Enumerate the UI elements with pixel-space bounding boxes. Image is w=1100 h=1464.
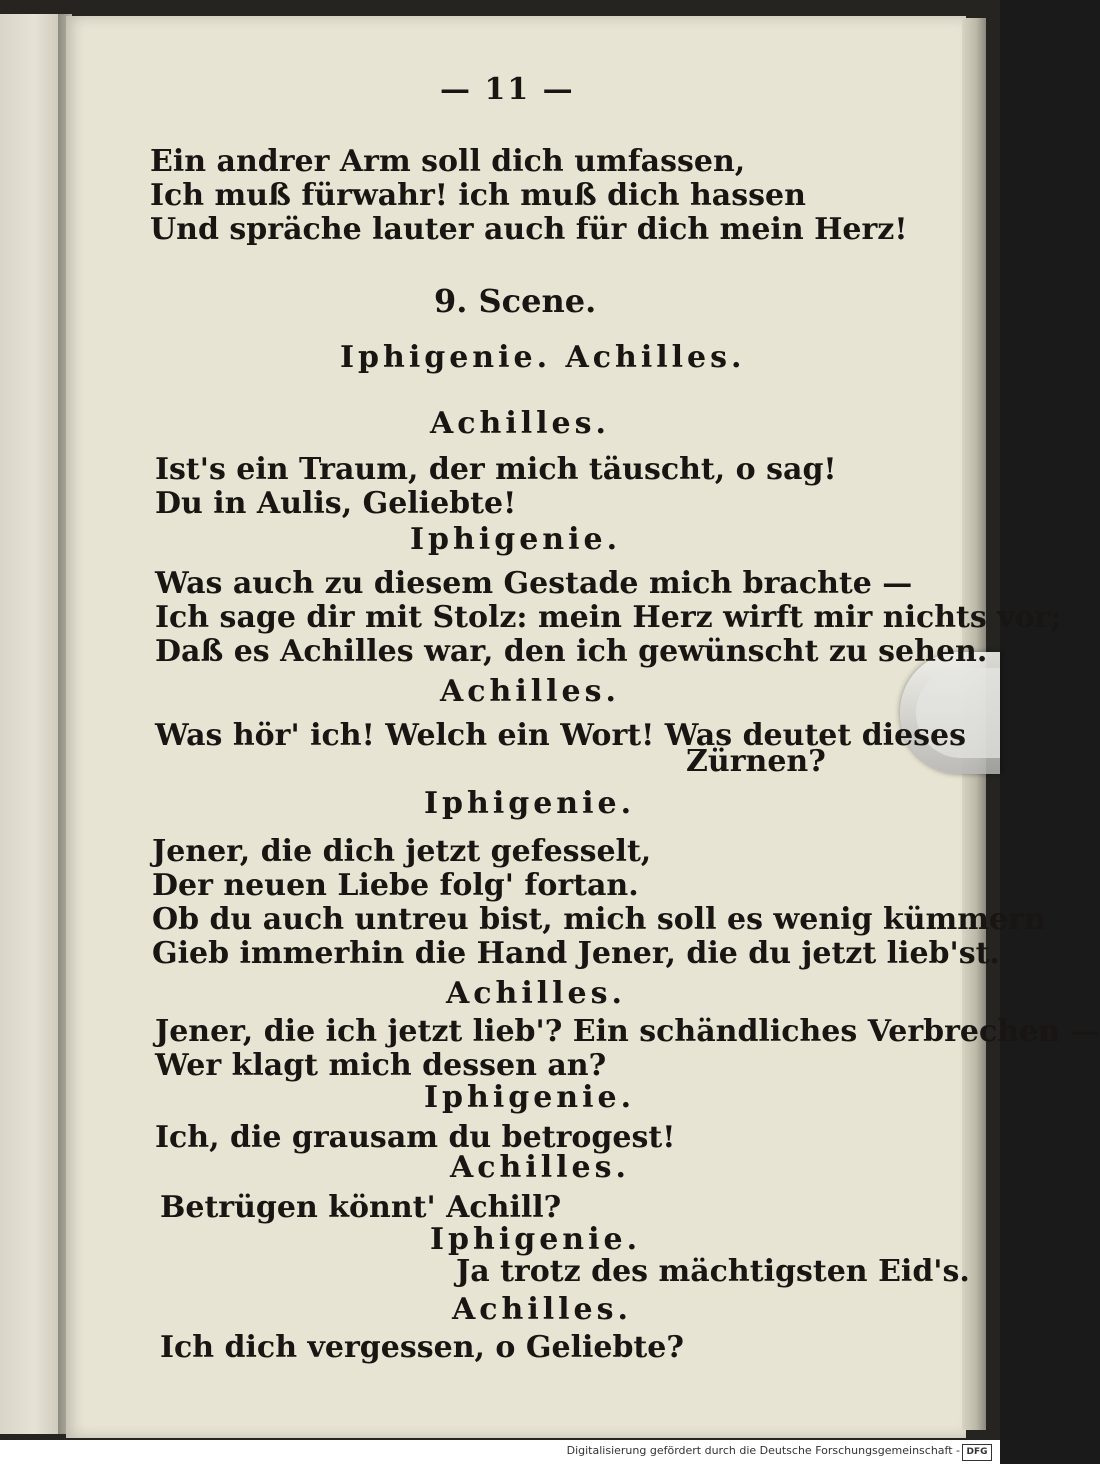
footer-bar (0, 1440, 1000, 1464)
verse-line: Ich, die grausam du betrogest! (155, 1120, 676, 1155)
verse-line: Wer klagt mich dessen an? (155, 1048, 607, 1083)
verse-line: Gieb immerhin die Hand Jener, die du jetzt lieb'st. (152, 936, 1000, 971)
verse-line: Ich sage dir mit Stolz: mein Herz wirft mir nichts vor; (155, 600, 1062, 635)
speaker-name: Achilles. (452, 1292, 632, 1327)
speaker-name: Achilles. (450, 1150, 630, 1185)
verse-line: Der neuen Liebe folg' fortan. (152, 868, 639, 903)
dfg-logo: DFG (962, 1444, 992, 1461)
speaker-name: Iphigenie. (430, 1222, 642, 1257)
verse-line: Was hör' ich! Welch ein Wort! Was deutet dieses (155, 718, 967, 753)
characters-heading: Iphigenie. Achilles. (340, 340, 746, 375)
scene-heading: 9. Scene. (434, 282, 597, 320)
verse-line: Ich muß fürwahr! ich muß dich hassen (150, 178, 806, 213)
speaker-name: Achilles. (440, 674, 620, 709)
verse-line: Was auch zu diesem Gestade mich brachte — (155, 566, 913, 601)
speaker-name: Iphigenie. (424, 1080, 636, 1115)
verse-line: Ich dich vergessen, o Geliebte? (160, 1330, 684, 1365)
verse-line: Daß es Achilles war, den ich gewünscht zu sehen. (155, 634, 988, 669)
speaker-name: Iphigenie. (424, 786, 636, 821)
verse-line: Du in Aulis, Geliebte! (155, 486, 517, 521)
verse-line: Ja trotz des mächtigsten Eid's. (456, 1254, 970, 1289)
verse-line: Und spräche lauter auch für dich mein Herz! (150, 212, 908, 247)
verse-line: Ist's ein Traum, der mich täuscht, o sag! (155, 452, 837, 487)
speaker-name: Achilles. (430, 406, 610, 441)
page-number: — 11 — (440, 72, 575, 107)
speaker-name: Iphigenie. (410, 522, 622, 557)
verse-line: Ein andrer Arm soll dich umfassen, (150, 144, 746, 179)
verse-line: Zürnen? (686, 744, 826, 779)
footer-credit: Digitalisierung gefördert durch die Deutsche Forschungsgemeinschaft - (566, 1444, 960, 1457)
verse-line: Betrügen könnt' Achill? (160, 1190, 562, 1225)
verse-line: Jener, die ich jetzt lieb'? Ein schändliches Verbrechen — (155, 1014, 1100, 1049)
verse-line: Ob du auch untreu bist, mich soll es wenig kümmern (152, 902, 1046, 937)
speaker-name: Achilles. (446, 976, 626, 1011)
verse-line: Jener, die dich jetzt gefesselt, (152, 834, 652, 869)
